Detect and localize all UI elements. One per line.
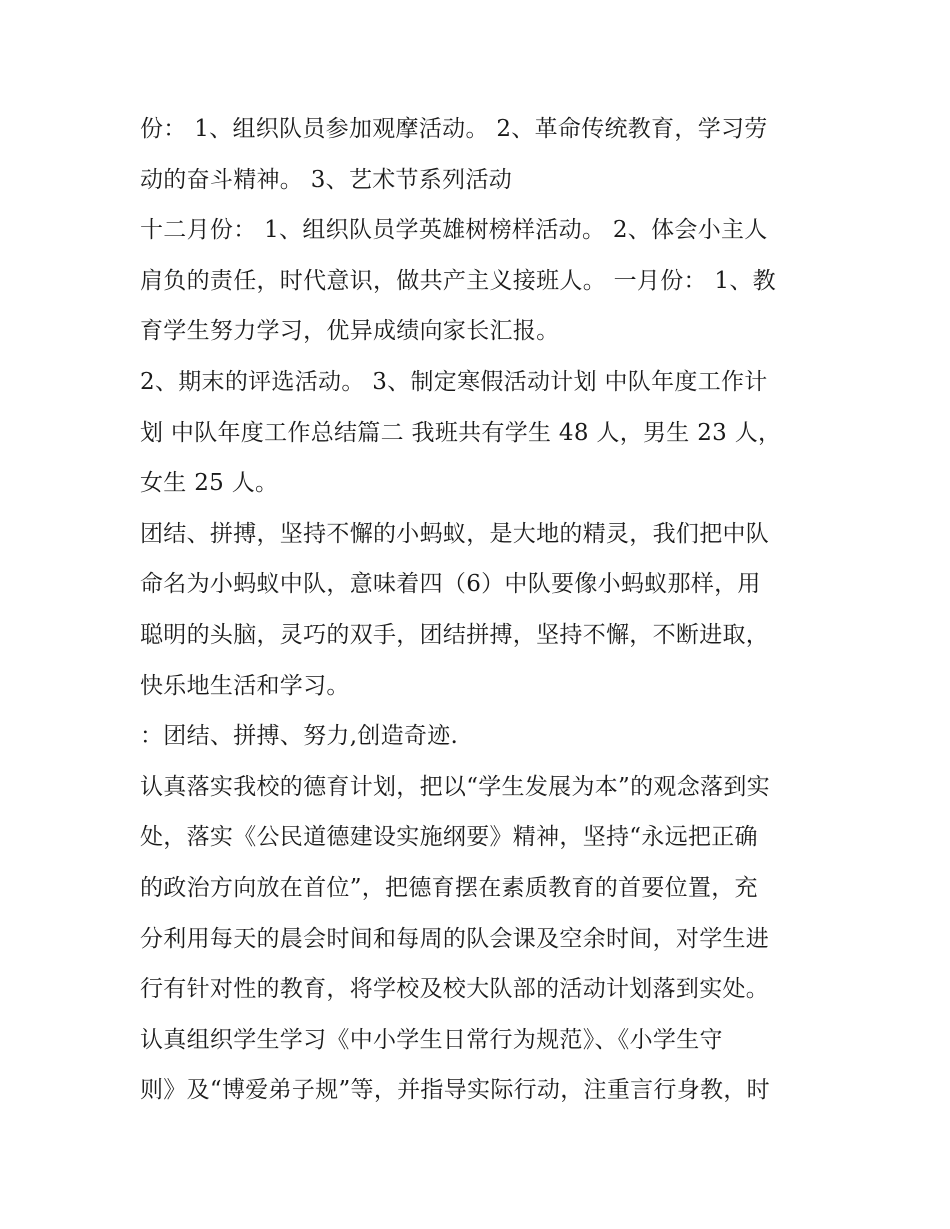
text-line: 十二月份： 1、组织队员学英雄树榜样活动。 2、体会小主人 xyxy=(140,217,768,244)
text-line: ：团结、拼搏、努力,创造奇迹. xyxy=(140,723,459,750)
text-line: 划 中队年度工作总结篇二 我班共有学生 48 人，男生 23 人， xyxy=(140,419,782,446)
text-line: 聪明的头脑，灵巧的双手，团结拼搏，坚持不懈，不断进取， xyxy=(140,621,770,648)
text-line: 2、期末的评选活动。 3、制定寒假活动计划 中队年度工作计 xyxy=(140,368,768,395)
text-line: 女生 25 人。 xyxy=(140,470,279,497)
text-line: 认真落实我校的德育计划，把以“学生发展为本”的观念落到实 xyxy=(140,773,770,800)
text-line: 认真组织学生学习《中小学生日常行为规范》、《小学生守 xyxy=(140,1026,723,1053)
text-line: 育学生努力学习，优异成绩向家长汇报。 xyxy=(140,318,560,345)
text-line: 则》及“博爱弟子规”等，并指导实际行动，注重言行身教，时 xyxy=(140,1077,770,1104)
text-line: 命名为小蚂蚁中队，意味着四（6）中队要像小蚂蚁那样，用 xyxy=(140,571,761,598)
text-line: 快乐地生活和学习。 xyxy=(140,672,350,699)
body-text xyxy=(140,104,830,1116)
text-line: 份： 1、组织队员参加观摩活动。 2、革命传统教育，学习劳 xyxy=(140,116,768,142)
text-line: 分利用每天的晨会时间和每周的队会课及空余时间，对学生进 xyxy=(140,925,770,952)
text-line: 行有针对性的教育，将学校及校大队部的活动计划落到实处。 xyxy=(140,976,770,1003)
text-line: 团结、拼搏，坚持不懈的小蚂蚁，是大地的精灵，我们把中队 xyxy=(140,520,770,547)
text-line: 肩负的责任，时代意识，做共产主义接班人。 一月份： 1、教 xyxy=(140,267,776,294)
text-line: 的政治方向放在首位”，把德育摆在素质教育的首要位置，充 xyxy=(140,874,758,901)
text-line: 动的奋斗精神。 3、艺术节系列活动 xyxy=(140,166,513,193)
text-line: 处，落实《公民道德建设实施纲要》精神，坚持“永远把正确 xyxy=(140,824,758,851)
